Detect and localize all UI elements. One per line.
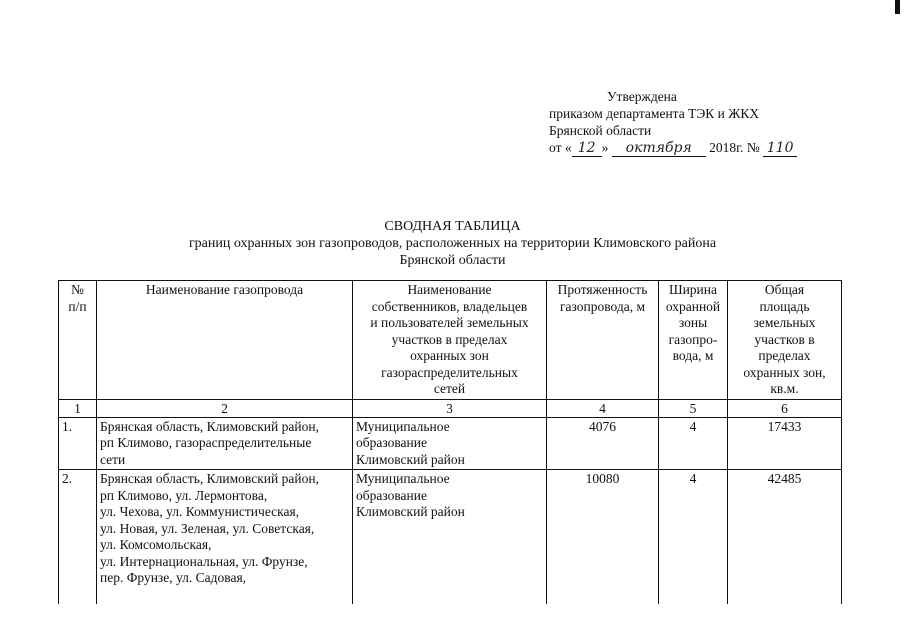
approval-block <box>549 88 797 157</box>
date-month-handwritten: октября <box>612 141 706 157</box>
date-year: 2018г. № <box>709 140 760 155</box>
row-pipeline-name: Брянская область, Климовский район, рп Климово, газораспределительные сети <box>97 417 353 470</box>
column-number: 2 <box>97 399 353 417</box>
approval-line-2: приказом департамента ТЭК и ЖКХ <box>549 106 760 121</box>
row-owner: Муниципальное образование Климовский район <box>353 417 547 470</box>
header-zone-width: Ширина охранной зоны газопро- вода, м <box>659 281 728 400</box>
row-total-area: 42485 <box>728 470 842 611</box>
page-bottom-cutoff <box>0 604 905 640</box>
column-number: 6 <box>728 399 842 417</box>
table-row <box>59 470 842 611</box>
row-total-area: 17433 <box>728 417 842 470</box>
date-mid: » <box>601 140 609 155</box>
document-title: СВОДНАЯ ТАБЛИЦА <box>384 219 521 234</box>
header-total-area: Общая площадь земельных участков в пределах охранных зон, кв.м. <box>728 281 842 400</box>
approval-line-1: Утверждена <box>607 89 677 104</box>
header-pipeline-name: Наименование газопровода <box>97 281 353 400</box>
summary-table <box>58 280 842 611</box>
row-num: 2. <box>59 470 97 611</box>
column-number: 1 <box>59 399 97 417</box>
row-zone-width: 4 <box>659 470 728 611</box>
table-header-row <box>59 281 842 400</box>
document-subtitle-2: Брянской области <box>399 253 506 268</box>
row-pipeline-name: Брянская область, Климовский район, рп Климово, ул. Лермонтова, ул. Чехова, ул. Коммунистическая, ул. Новая, ул. Зеленая, ул. Советская, ул. Комсомольская, ул. Интернациональная, ул. Фрунзе, пер. Фрунзе, ул. Садовая, <box>97 470 353 611</box>
row-length: 4076 <box>547 417 659 470</box>
header-length: Протяженность газопровода, м <box>547 281 659 400</box>
row-zone-width: 4 <box>659 417 728 470</box>
document-heading <box>0 218 905 269</box>
date-day-handwritten: 12 <box>572 141 602 157</box>
scan-edge-mark <box>895 0 900 14</box>
header-owners: Наименование собственников, владельцев и пользователей земельных участков в пределах охранных зон газораспределительных сетей <box>353 281 547 400</box>
row-owner: Муниципальное образование Климовский район <box>353 470 547 611</box>
column-number-row <box>59 399 842 417</box>
document-subtitle-1: границ охранных зон газопроводов, расположенных на территории Климовского района <box>188 236 717 251</box>
column-number: 3 <box>353 399 547 417</box>
approval-date-line <box>549 139 797 157</box>
header-num: № п/п <box>59 281 97 400</box>
column-number: 4 <box>547 399 659 417</box>
column-number: 5 <box>659 399 728 417</box>
date-prefix: от « <box>549 140 572 155</box>
order-number-handwritten: 110 <box>763 141 797 157</box>
row-num: 1. <box>59 417 97 470</box>
approval-line-3: Брянской области <box>549 123 652 138</box>
table-row <box>59 417 842 470</box>
row-length: 10080 <box>547 470 659 611</box>
